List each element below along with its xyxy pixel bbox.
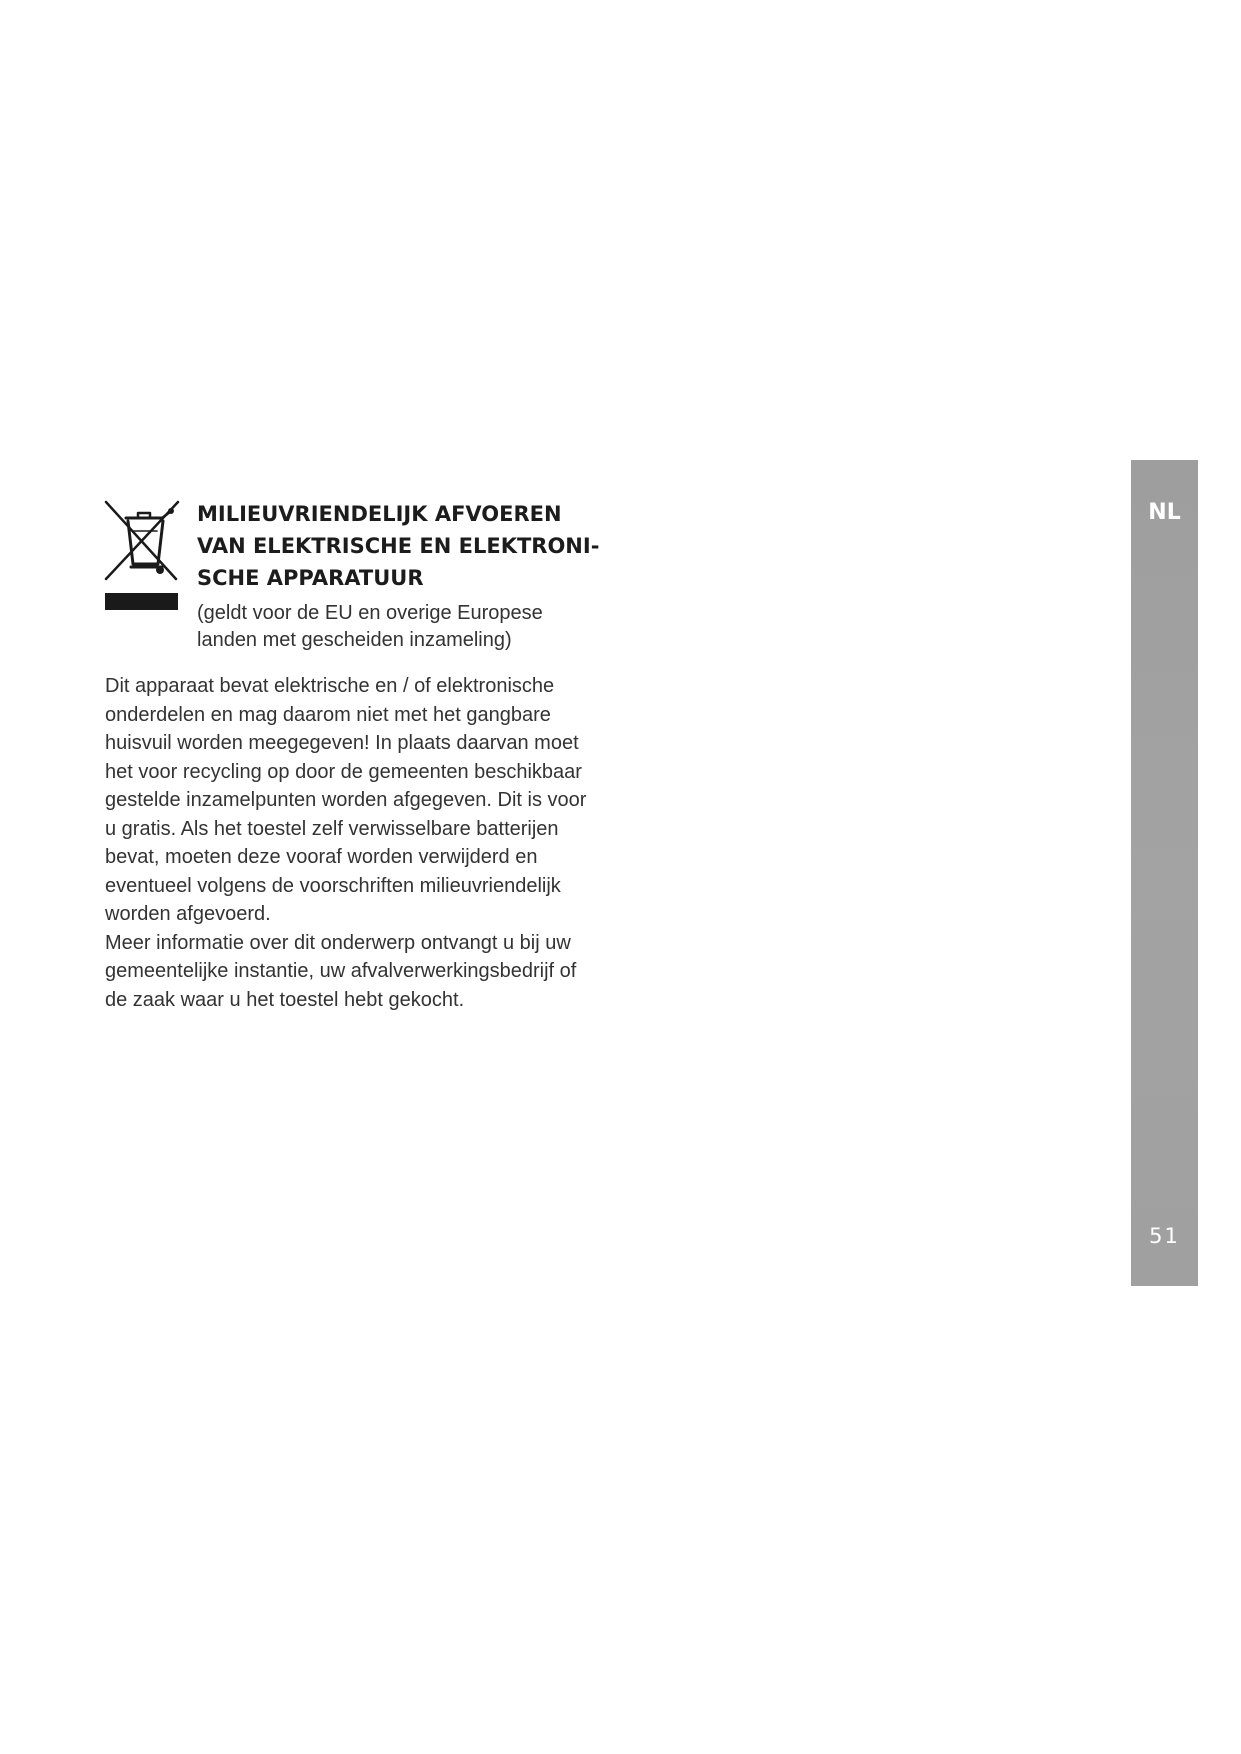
body-line: u gratis. Als het toestel zelf verwisselbare batterijen (105, 817, 559, 840)
section-body (105, 672, 625, 1014)
subtitle-line: (geldt voor de EU en overige Europese (197, 602, 543, 624)
language-side-tab (1131, 460, 1198, 1286)
body-line: onderdelen en mag daarom niet met het gangbare (105, 703, 551, 726)
language-label: NL (1148, 500, 1181, 525)
body-line: huisvuil worden meegegeven! In plaats daarvan moet (105, 732, 579, 754)
heading-line: VAN ELEKTRISCHE EN ELEKTRONI- (197, 534, 600, 558)
body-line: bevat, moeten deze vooraf worden verwijderd en (105, 846, 538, 868)
section-subtitle (197, 600, 617, 654)
body-line: eventueel volgens de voorschriften milieuvriendelijk (105, 874, 561, 897)
heading-line: SCHE APPARATUUR (197, 566, 424, 590)
section-heading (197, 498, 617, 594)
page-number: 51 (1149, 1224, 1180, 1248)
body-line: Meer informatie over dit onderwerp ontvangt u bij uw (105, 931, 571, 954)
body-line: worden afgevoerd. (105, 903, 271, 925)
body-line: gemeentelijke instantie, uw afvalverwerkingsbedrijf of (105, 960, 577, 982)
heading-line: MILIEUVRIENDELIJK AFVOEREN (197, 502, 562, 526)
crossed-out-wheelie-bin-icon (104, 500, 182, 620)
subtitle-line: landen met gescheiden inzameling) (197, 629, 512, 651)
body-line: de zaak waar u het toestel hebt gekocht. (105, 988, 465, 1011)
body-line: het voor recycling op door de gemeenten beschikbaar (105, 760, 582, 783)
body-line: Dit apparaat bevat elektrische en / of elektronische (105, 675, 555, 697)
body-line: gestelde inzamelpunten worden afgegeven. Dit is voor (105, 789, 587, 811)
